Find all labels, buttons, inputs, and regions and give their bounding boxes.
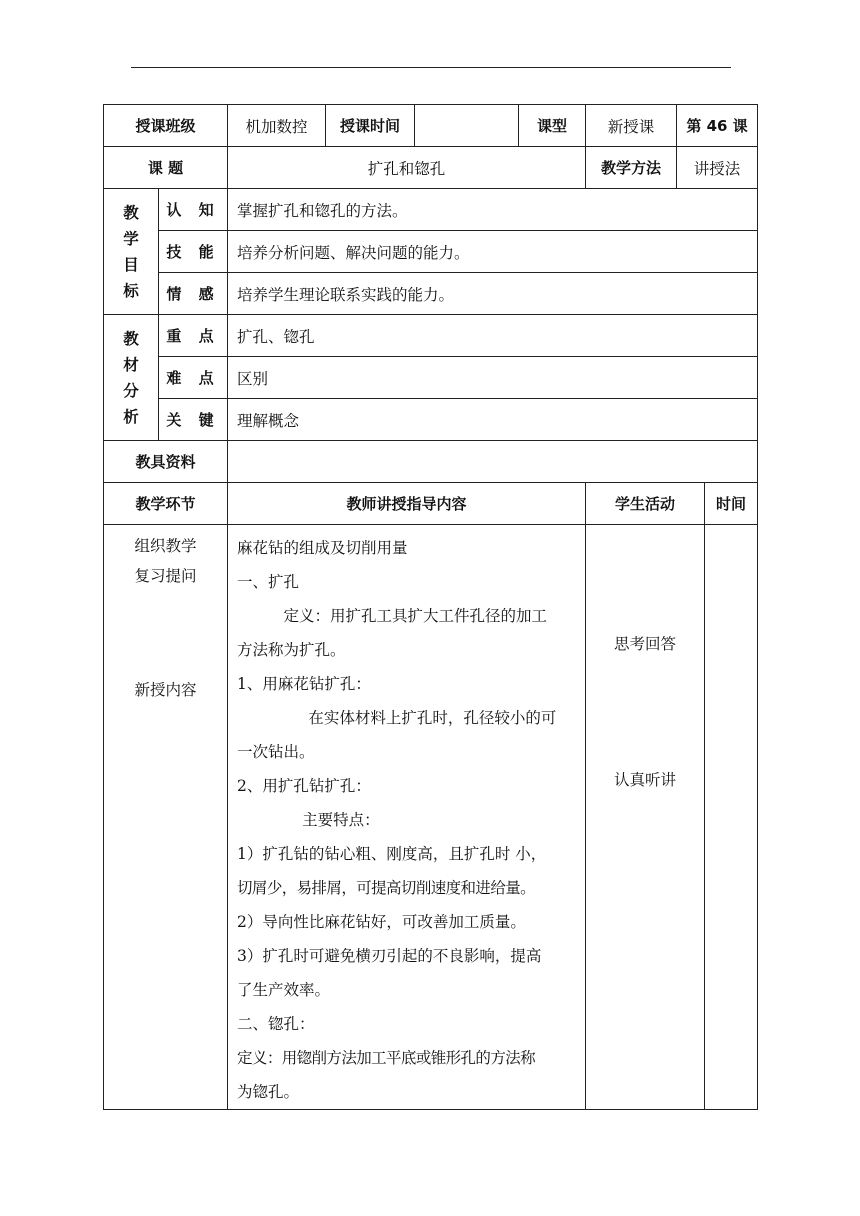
analysis-text: 区别 — [228, 357, 758, 399]
content-line: 在实体材料上扩孔时，孔径较小的可 — [308, 709, 557, 727]
content-line: 3）扩孔时可避免横刃引起的不良影响，提高 — [237, 947, 542, 965]
student-activity: 思考回答 — [614, 635, 677, 653]
process-header-row — [104, 483, 758, 525]
content-line: 2、用扩孔钻扩孔： — [237, 777, 371, 795]
analysis-label: 重 点 — [159, 315, 228, 357]
content-line: 2）导向性比麻花钻好，可改善加工质量。 — [237, 913, 526, 931]
content-line: 麻花钻的组成及切削用量 — [237, 539, 408, 557]
student-activity: 认真听讲 — [614, 771, 677, 789]
time-column — [705, 525, 758, 1110]
analysis-row — [104, 357, 758, 399]
method-label: 教学方法 — [586, 147, 677, 189]
stage-header: 教学环节 — [104, 483, 228, 525]
class-value: 机加数控 — [228, 105, 326, 147]
objective-text: 培养学生理论联系实践的能力。 — [228, 273, 758, 315]
content-line: 为锪孔。 — [237, 1083, 300, 1101]
topic-row — [104, 147, 758, 189]
stage-item: 新授内容 — [134, 681, 197, 699]
content-line: 切屑少，易排屑，可提高切削速度和进给量。 — [237, 879, 536, 897]
time-label: 授课时间 — [326, 105, 415, 147]
method-value: 讲授法 — [677, 147, 758, 189]
materials-label: 教具资料 — [104, 441, 228, 483]
lesson-number: 第 46 课 — [677, 105, 758, 147]
materials-value — [228, 441, 758, 483]
content-line: 定义：用锪削方法加工平底或锥形孔的方法称 — [237, 1049, 536, 1067]
analysis-text: 理解概念 — [228, 399, 758, 441]
objective-label: 情 感 — [159, 273, 228, 315]
student-header: 学生活动 — [586, 483, 705, 525]
analysis-row — [104, 315, 758, 357]
process-row — [104, 525, 758, 1110]
time-value — [415, 105, 519, 147]
content-line: 方法称为扩孔。 — [237, 641, 346, 659]
type-value: 新授课 — [586, 105, 677, 147]
student-column — [586, 525, 705, 1110]
analysis-label: 难 点 — [159, 357, 228, 399]
header-rule — [131, 67, 731, 68]
header-row — [104, 105, 758, 147]
content-line: 定义：用扩孔工具扩大工件孔径的加工 — [283, 607, 548, 625]
analysis-text: 扩孔、锪孔 — [228, 315, 758, 357]
content-line: 一、扩孔 — [237, 573, 300, 591]
topic-label: 课 题 — [104, 147, 228, 189]
topic-value: 扩孔和锪孔 — [228, 147, 586, 189]
objectives-group-label: 教 学 目 标 — [104, 189, 159, 315]
content-line: 主要特点： — [302, 811, 380, 829]
stage-column — [104, 525, 228, 1110]
analysis-group-label: 教 材 分 析 — [104, 315, 159, 441]
time-header: 时间 — [705, 483, 758, 525]
objective-label: 认 知 — [159, 189, 228, 231]
objective-text: 培养分析问题、解决问题的能力。 — [228, 231, 758, 273]
materials-row — [104, 441, 758, 483]
analysis-label: 关 键 — [159, 399, 228, 441]
content-line: 一次钻出。 — [237, 743, 315, 761]
objective-label: 技 能 — [159, 231, 228, 273]
objective-row — [104, 273, 758, 315]
content-header: 教师讲授指导内容 — [228, 483, 586, 525]
content-line: 1）扩孔钻的钻心粗、刚度高，且扩孔时 小， — [237, 845, 547, 863]
objective-row — [104, 231, 758, 273]
stage-item: 组织教学 — [134, 537, 197, 555]
content-line: 二、锪孔： — [237, 1015, 315, 1033]
class-label: 授课班级 — [104, 105, 228, 147]
analysis-row — [104, 399, 758, 441]
content-line: 1、用麻花钻扩孔： — [237, 675, 371, 693]
content-line: 了生产效率。 — [237, 981, 331, 999]
type-label: 课型 — [519, 105, 586, 147]
objective-row — [104, 189, 758, 231]
content-column — [228, 525, 586, 1110]
objective-text: 掌握扩孔和锪孔的方法。 — [228, 189, 758, 231]
stage-item: 复习提问 — [134, 567, 197, 585]
lesson-plan-table — [103, 104, 758, 1110]
